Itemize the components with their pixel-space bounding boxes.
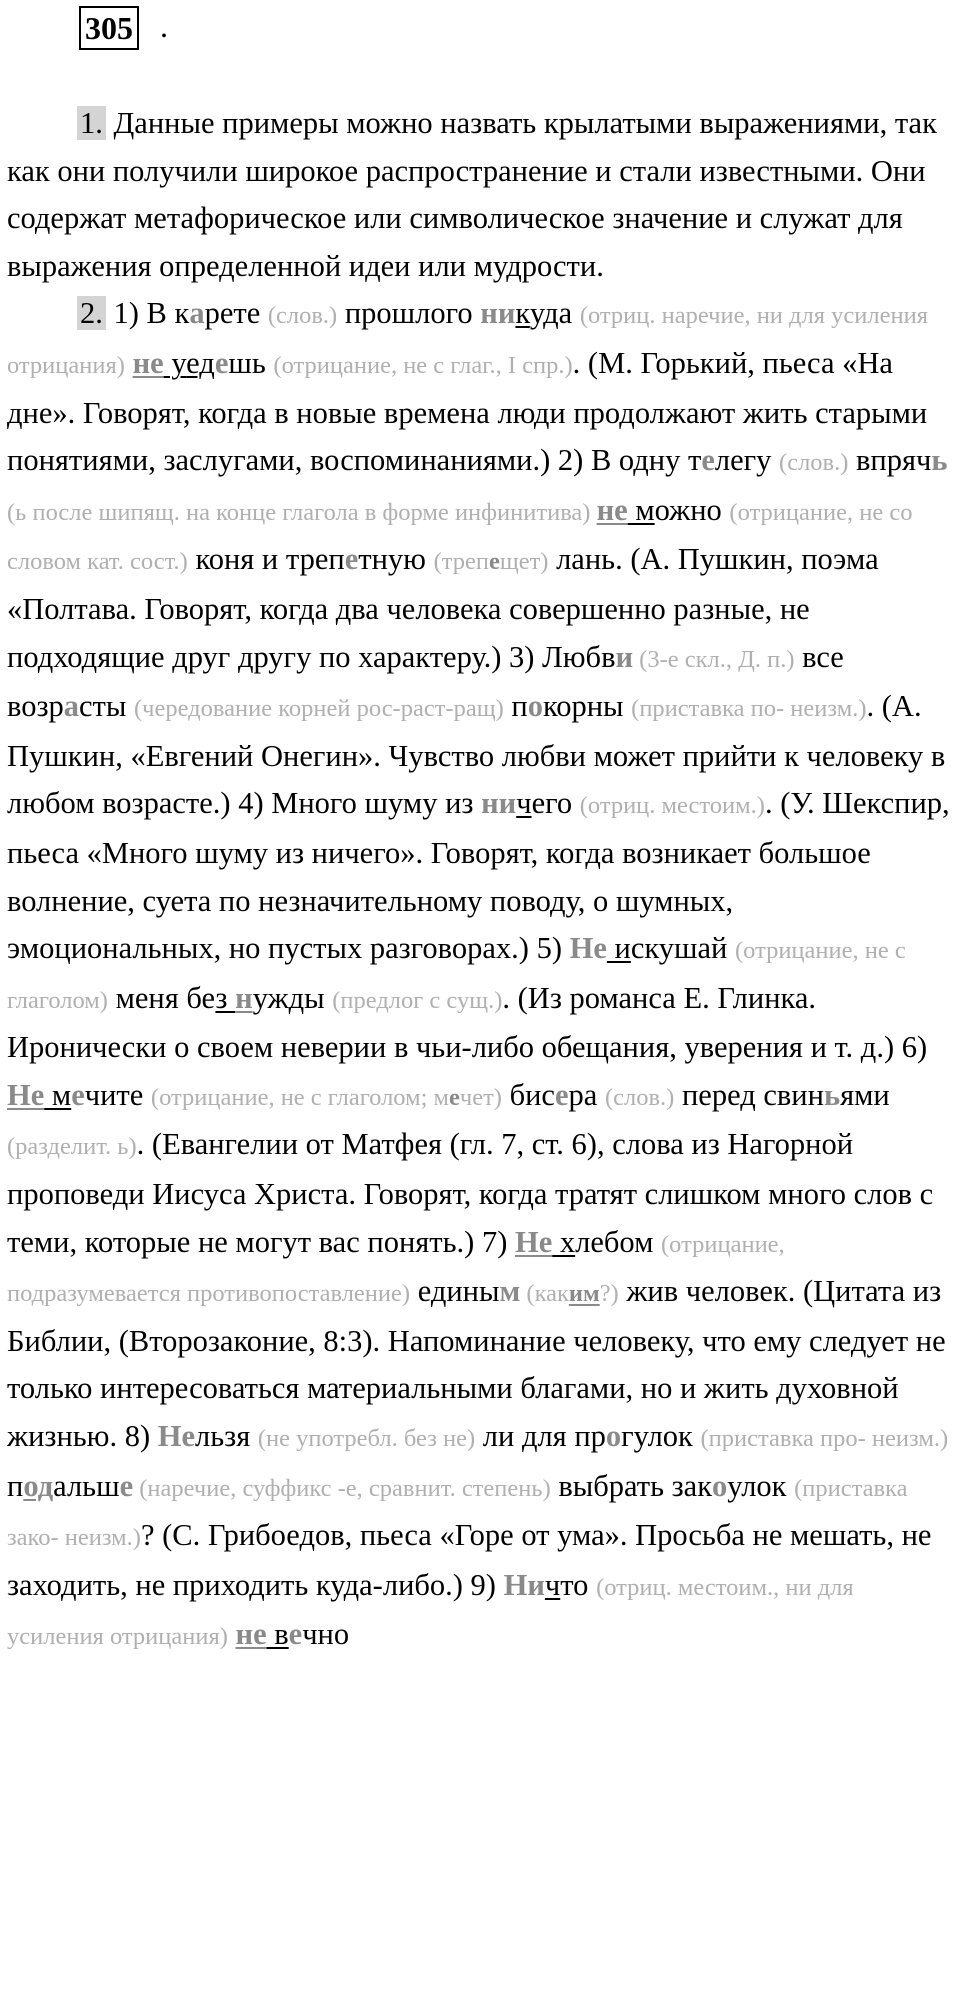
paragraph-1-text: Данные примеры можно назвать крылатыми выражениями, так как они получили широкое распространение и стали известными. Они содержат метафорическое или символическое значение и служат для выражения определенной идеи или мудрости. — [7, 106, 937, 283]
grammar-note: (слов.) — [267, 302, 338, 330]
text-run — [228, 1617, 236, 1651]
note-highlight: е — [488, 548, 500, 576]
grammar-note: (отрицание, не с глаг., I спр.) — [273, 351, 573, 379]
underlined-letter: м — [627, 492, 655, 527]
text-run: льзя — [195, 1419, 258, 1454]
text-run: жив человек. (Цитата из Библии, (Второзаконие, 8:3). Напоминание человеку, что ему следует не только интересоваться материальными благами, но и жить духовной жизнью. 8) — [7, 1274, 946, 1454]
grammar-note: (отриц. местоим.) — [579, 792, 765, 820]
text-run: легу — [714, 443, 780, 478]
text-run: чите — [84, 1077, 151, 1112]
highlighted-letter: и — [615, 639, 634, 674]
highlighted-particle: не — [235, 1617, 267, 1652]
text-run: ужды — [252, 980, 333, 1015]
text-run: ра — [568, 1077, 605, 1112]
underlined-letter: х — [552, 1224, 576, 1259]
highlighted-prefix: од — [23, 1468, 54, 1503]
text-run: тную — [358, 542, 434, 577]
grammar-note: (отриц. наречие, ни для усиления отрицания) — [7, 302, 928, 379]
text-run: ? (С. Грибоедов, пьеса «Горе от ума». Просьба не мешать, не заходить, не приходить куда-либо.) 9) — [7, 1518, 932, 1602]
highlighted-letter: е — [119, 1468, 134, 1503]
text-run: ли для пр — [475, 1419, 606, 1454]
highlighted-letter: ни — [481, 786, 517, 821]
grammar-note: (разделит. ь) — [7, 1133, 137, 1161]
grammar-note: (чередование корней рос-раст-ращ) — [133, 695, 504, 723]
underlined-letter: ед — [186, 345, 215, 380]
grammar-note: (предлог с сущ.) — [332, 986, 503, 1014]
note-part: (треп — [433, 548, 489, 576]
text-run: едины — [410, 1274, 500, 1309]
highlighted-letter: е — [701, 443, 715, 478]
task-number: 305 — [85, 10, 133, 46]
text-run: шь — [228, 345, 274, 380]
grammar-note: (отрицание, не со словом кат. сост.) — [7, 498, 913, 576]
text-run: ями — [840, 1077, 890, 1112]
grammar-note: (приставка по- неизм.) — [631, 695, 867, 723]
task-number-box — [79, 6, 139, 50]
grammar-note: (ь после шипящ. на конце глагола в форме инфинитива) — [7, 498, 597, 526]
highlighted-letter: о — [605, 1419, 622, 1454]
highlighted-letter: е — [344, 542, 359, 577]
paragraph-2 — [7, 290, 950, 1661]
underlined-letter: з — [215, 980, 228, 1015]
text-run: . (А. Пушкин, «Евгений Онегин». Чувство любви может прийти к человеку в любом возрасте.) 4) Много шуму из — [7, 689, 946, 821]
underlined-letter: к — [515, 296, 530, 331]
text-run: коня и треп — [187, 542, 345, 577]
highlighted-letter: ни — [480, 296, 516, 331]
highlighted-letter: е — [214, 345, 229, 380]
text-run: . (У. Шекспир, пьеса «Много шуму из ничего». Говорят, когда возникает большое волнение, суета по незначительному поводу, о шумных, эмоциональных, но пустых разговорах.) 5) — [7, 786, 950, 966]
text-run: . (Из романса Е. Глинка. Иронически о своем неверии в чьи-либо обещания, уверения и т. д.) 6) — [7, 980, 928, 1065]
grammar-note: (отрицание, не с глаголом) — [7, 937, 906, 1014]
text-run: . (М. Горький, пьеса «На дне». Говорят, когда в новые времена люди продолжают жить старыми понятиями, заслугами, воспоминаниями.) 2) В одну т — [7, 345, 928, 478]
text-run: рете — [204, 296, 268, 331]
grammar-note — [434, 548, 549, 575]
paragraph-1 — [7, 100, 950, 290]
grammar-note — [151, 1084, 502, 1111]
grammar-note: (отриц. местоим., ни для усиления отрицания) — [7, 1573, 854, 1651]
text-run: прошлого — [337, 296, 481, 331]
underlined-letter: ч — [544, 1567, 561, 1602]
text-run: меня бе — [107, 980, 216, 1015]
grammar-note: (наречие, суффикс -е, сравнит. степень) — [133, 1474, 551, 1502]
note-highlight: е — [449, 1083, 460, 1111]
grammar-note: (слов.) — [604, 1083, 675, 1111]
highlighted-letter: е — [554, 1077, 569, 1112]
text-run: перед свин — [674, 1077, 824, 1112]
highlighted-letter: а — [63, 689, 79, 724]
highlighted-letter: е — [288, 1617, 303, 1652]
text-run: гулок — [621, 1419, 701, 1454]
grammar-note: (3-е скл., Д. п.) — [633, 645, 795, 673]
highlighted-letter: ь — [931, 443, 948, 478]
note-part: (как — [520, 1280, 569, 1308]
text-run: . (Евангелии от Матфея (гл. 7, ст. 6), слова из Нагорной проповеди Иисуса Христа. Говорят, когда тратят слишком много слов с теми, которые не могут вас понять.) 7) — [7, 1127, 934, 1259]
highlighted-letter: о — [712, 1468, 728, 1503]
text-run: 1) В к — [105, 296, 190, 331]
highlighted-letter: е — [71, 1077, 85, 1112]
underlined-letter — [227, 981, 235, 1015]
text-run: корны — [542, 689, 632, 724]
text-run: лебом — [575, 1224, 662, 1259]
answer-text — [7, 100, 950, 1661]
text-run: то — [560, 1567, 597, 1602]
text-run: п — [503, 689, 528, 724]
grammar-note: (приставка зако- неизм.) — [7, 1474, 908, 1552]
text-run: скушай — [630, 931, 735, 966]
text-run: альш — [53, 1468, 120, 1503]
highlighted-particle: Не — [157, 1419, 196, 1454]
grammar-note: (не употребл. без не) — [257, 1425, 476, 1453]
item-marker-2: 2. — [77, 296, 106, 330]
text-run: бис — [501, 1077, 555, 1112]
text-run: его — [531, 786, 580, 821]
text-run: улок — [727, 1468, 795, 1503]
grammar-note: (отрицание, подразумевается противопоставление) — [7, 1230, 785, 1308]
text-run: п — [7, 1468, 24, 1503]
text-run: уда — [529, 296, 580, 331]
highlighted-letter: о — [527, 689, 543, 724]
note-highlight: им — [568, 1280, 600, 1308]
note-part: (отрицание, не с глаголом; м — [150, 1083, 450, 1111]
note-part: чет) — [459, 1083, 502, 1111]
text-run: ожно — [654, 492, 730, 527]
text-run: выбрать зак — [550, 1468, 713, 1503]
grammar-note: (приставка про- неизм.) — [700, 1425, 949, 1453]
text-run: сты — [79, 689, 134, 724]
note-part: ?) — [599, 1280, 619, 1308]
highlighted-letter: а — [189, 296, 205, 331]
text-run: чно — [302, 1617, 350, 1652]
underlined-letter: у — [163, 345, 187, 380]
text-run: впряч — [848, 443, 932, 478]
underlined-letter: в — [266, 1617, 289, 1652]
highlighted-particle: Не — [7, 1077, 45, 1112]
item-marker-1: 1. — [77, 106, 106, 140]
underlined-letter: и — [606, 931, 631, 966]
text-run: все возр — [7, 639, 844, 724]
highlighted-letter: м — [499, 1274, 521, 1309]
highlighted-particle: Не — [515, 1224, 553, 1259]
highlighted-letter: ь — [823, 1077, 841, 1112]
underlined-letter: м — [44, 1077, 72, 1112]
highlighted-letter: н — [235, 980, 253, 1015]
highlighted-particle: Не — [569, 931, 607, 966]
highlighted-particle: не — [596, 492, 628, 527]
text-run: лань. (А. Пушкин, поэма «Полтава. Говорят, когда два человека совершенно разные, не подходящие друг другу по характеру.) 3) Любв — [7, 542, 879, 674]
grammar-note: (слов.) — [779, 449, 849, 477]
note-part: щет) — [499, 548, 549, 576]
underlined-letter: ч — [516, 786, 532, 821]
task-number-dot: . — [160, 8, 168, 44]
highlighted-particle: не — [132, 345, 164, 380]
grammar-note — [520, 1280, 618, 1307]
highlighted-particle: Ни — [503, 1567, 545, 1602]
